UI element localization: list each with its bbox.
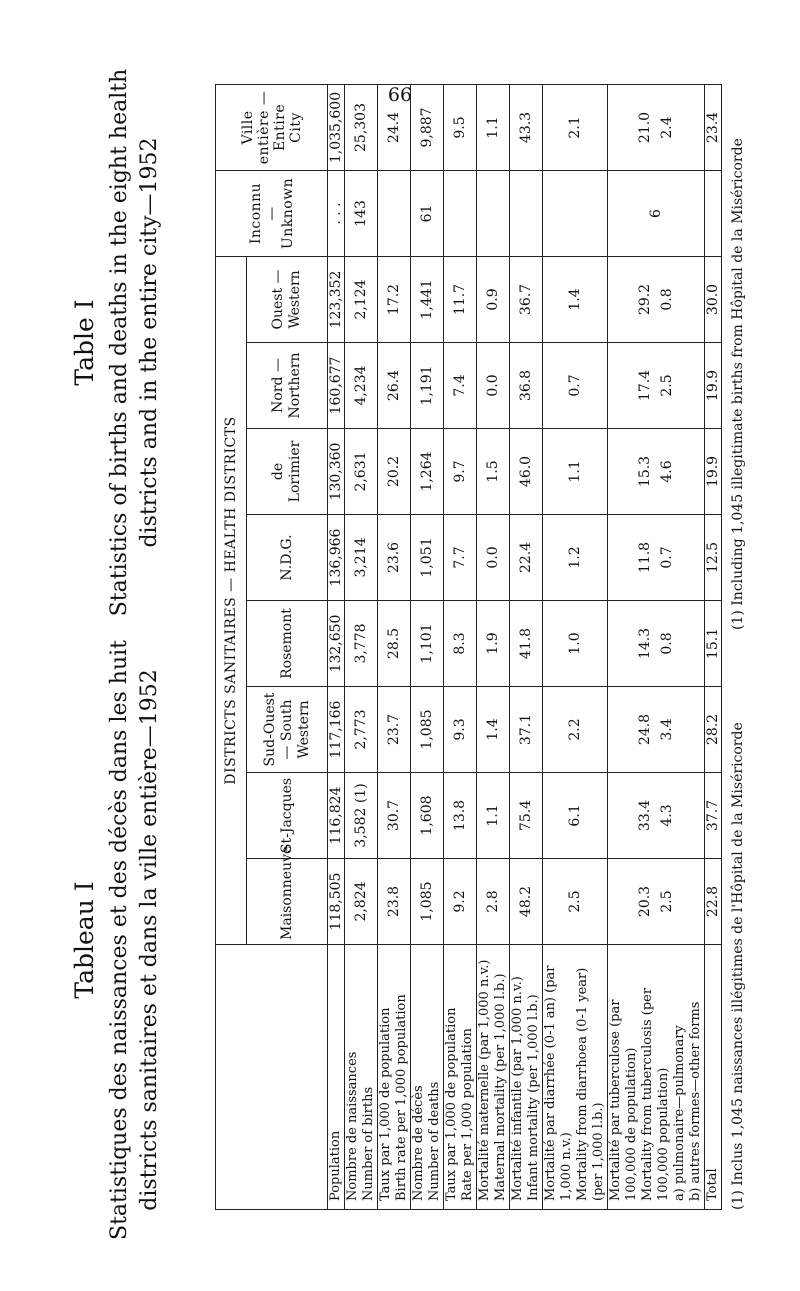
row-label-death-rate-en: Rate per 1,000 population — [460, 1028, 475, 1201]
table-cell: 2.2 — [543, 687, 608, 773]
table-cell: 1.0 — [543, 601, 608, 687]
table-cell: 24.4 — [378, 84, 411, 170]
value-b: 3.4 — [659, 718, 675, 741]
table-row — [543, 84, 608, 1209]
row-label-births — [345, 945, 378, 1210]
value-a: 14.3 — [637, 627, 653, 660]
table-cell: 19.9 — [705, 343, 722, 429]
rotated-table-page — [0, 55, 800, 1240]
table-cell: 7.4 — [444, 343, 477, 429]
table-cell: 1.4 — [543, 256, 608, 342]
table-cell: 9.3 — [444, 687, 477, 773]
table-cell: 123,352 — [328, 256, 345, 342]
table-cell: 17.2 — [378, 256, 411, 342]
footnote-french: (1) Inclus 1,045 naissances illégitimes de l'Hôpital de la Miséricorde — [730, 722, 746, 1210]
table-cell: 1,101 — [411, 601, 444, 687]
row-label-tuberculosis — [608, 945, 705, 1210]
table-cell: 11.7 — [444, 256, 477, 342]
table-cell: 43.3 — [510, 84, 543, 170]
table-cell: 13.8 — [444, 773, 477, 859]
row-label-deaths-en: Number of deaths — [427, 1081, 442, 1201]
row-label-maternal-en: Maternal mortality (per 1,000 l.b.) — [493, 973, 508, 1201]
group-header: DISTRICTS SANITAIRES — HEALTH DISTRICTS — [216, 256, 247, 944]
table-cell: 1,085 — [411, 687, 444, 773]
table-cell — [705, 170, 722, 256]
corner-cell — [216, 945, 328, 1210]
table-cell: 36.8 — [510, 343, 543, 429]
table-cell — [608, 343, 705, 429]
table-cell: 22.4 — [510, 515, 543, 601]
table-cell — [608, 429, 705, 515]
table-cell: 136,966 — [328, 515, 345, 601]
table-cell: 0.7 — [543, 343, 608, 429]
table-cell — [608, 601, 705, 687]
table-cell: 1.4 — [477, 687, 510, 773]
table-cell — [608, 859, 705, 945]
table-cell — [608, 773, 705, 859]
table-cell: 1,608 — [411, 773, 444, 859]
row-label-birth-rate — [378, 945, 411, 1210]
value-b: 0.7 — [659, 546, 675, 569]
row-label-diarrhoea-fr: Mortalité par diarrhée (0-1 an) (par 1,000 n.v.) — [543, 965, 574, 1201]
row-label-infant — [510, 945, 543, 1210]
value-b: 0.8 — [659, 288, 675, 311]
title-english-line1: Statistics of births and deaths in the eight health — [107, 68, 132, 617]
table-cell — [608, 170, 705, 256]
table-cell: 6.1 — [543, 773, 608, 859]
row-label-maternal-fr: Mortalité maternelle (par 1,000 n.v.) — [477, 959, 492, 1201]
col-header-nord: Nord — Northern — [247, 343, 328, 429]
table-cell: 1.5 — [477, 429, 510, 515]
table-cell: 116,824 — [328, 773, 345, 859]
table-cell: 160,677 — [328, 343, 345, 429]
table-cell: 2,773 — [345, 687, 378, 773]
col-header-rosemont: Rosemont — [247, 601, 328, 687]
table-cell: 9,887 — [411, 84, 444, 170]
row-label-births-en: Number of births — [361, 1086, 376, 1201]
table-cell — [444, 170, 477, 256]
title-english-line2: districts and in the entire city—1952 — [137, 137, 162, 548]
table-cell: 41.8 — [510, 601, 543, 687]
table-row — [444, 84, 477, 1209]
table-row — [608, 84, 705, 1209]
row-label-birth-rate-fr: Taux par 1,000 de population — [378, 1007, 393, 1201]
table-cell: 3,214 — [345, 515, 378, 601]
table-cell: 12.5 — [705, 515, 722, 601]
title-french-heading: Tableau I — [70, 881, 99, 999]
row-label-diarrhoea — [543, 945, 608, 1210]
table-cell: 1.1 — [543, 429, 608, 515]
table-cell: 130,360 — [328, 429, 345, 515]
table-cell: 2,631 — [345, 429, 378, 515]
table-cell: 1.1 — [477, 773, 510, 859]
table-cell — [510, 170, 543, 256]
col-header-ouest: Ouest — Western — [247, 256, 328, 342]
statistics-table — [215, 84, 722, 1210]
table-cell: 3,582 (1) — [345, 773, 378, 859]
value-a: 11.8 — [637, 541, 653, 574]
table-cell: 8.3 — [444, 601, 477, 687]
table-cell — [608, 687, 705, 773]
table-cell: 7.7 — [444, 515, 477, 601]
table-cell: 26.4 — [378, 343, 411, 429]
value-a: 6 — [648, 209, 664, 218]
table-cell: 2.1 — [543, 84, 608, 170]
group-header-row — [216, 84, 247, 1209]
col-header-de-lorimier: de Lorimier — [247, 429, 328, 515]
table-row — [378, 84, 411, 1209]
row-label-population: Population — [328, 945, 345, 1210]
table-cell: 9.7 — [444, 429, 477, 515]
table-cell: 1,035,600 — [328, 84, 345, 170]
table-row — [328, 84, 345, 1209]
table-cell: 48.2 — [510, 859, 543, 945]
table-cell: 23.4 — [705, 84, 722, 170]
statistics-table-wrap — [215, 85, 721, 1210]
table-cell — [378, 170, 411, 256]
table-cell: 37.7 — [705, 773, 722, 859]
title-french-line2: districts sanitaires et dans la ville entière—1952 — [137, 669, 162, 1211]
page-number: 66 — [387, 84, 413, 106]
table-row — [510, 84, 543, 1209]
col-header-sud-ouest: Sud-Ouest — South Western — [247, 687, 328, 773]
table-cell: 1.1 — [477, 84, 510, 170]
table-cell: 30.0 — [705, 256, 722, 342]
col-header-maisonneuve: Maisonneuve — [247, 859, 328, 945]
table-cell: 9.5 — [444, 84, 477, 170]
titles — [70, 55, 210, 1240]
table-cell: 1,264 — [411, 429, 444, 515]
value-a: 24.8 — [637, 713, 653, 746]
value-b: 2.5 — [659, 374, 675, 397]
row-label-tuberculosis-sub-a: a) pulmonaire—pulmonary — [672, 1025, 687, 1201]
table-cell: 1.2 — [543, 515, 608, 601]
row-label-births-fr: Nombre de naissances — [345, 1051, 360, 1201]
row-label-death-rate-fr: Taux par 1,000 de population — [444, 1007, 459, 1201]
table-cell: 30.7 — [378, 773, 411, 859]
table-cell: 25,303 — [345, 84, 378, 170]
table-cell: 1.9 — [477, 601, 510, 687]
table-cell — [608, 84, 705, 170]
footnotes — [730, 85, 770, 1210]
table-cell: 2,824 — [345, 859, 378, 945]
col-header-entire-city: Ville entière — Entire City — [216, 84, 328, 170]
table-cell: 2.8 — [477, 859, 510, 945]
value-a: 17.4 — [637, 369, 653, 402]
table-cell: 0.0 — [477, 515, 510, 601]
table-cell: 4,234 — [345, 343, 378, 429]
table-cell: 2.5 — [543, 859, 608, 945]
table-cell: 1,441 — [411, 256, 444, 342]
table-cell: 61 — [411, 170, 444, 256]
value-a: 33.4 — [637, 799, 653, 832]
table-cell: 1,085 — [411, 859, 444, 945]
table-cell: 22.8 — [705, 859, 722, 945]
value-a: 15.3 — [637, 455, 653, 488]
table-cell — [477, 170, 510, 256]
col-header-st-jacques: St-Jacques — [247, 773, 328, 859]
row-label-deaths-fr: Nombre de décès — [411, 1085, 426, 1201]
table-cell: 46.0 — [510, 429, 543, 515]
table-cell: 117,166 — [328, 687, 345, 773]
table-row — [411, 84, 444, 1209]
table-cell: 2,124 — [345, 256, 378, 342]
row-label-maternal — [477, 945, 510, 1210]
table-cell: 36.7 — [510, 256, 543, 342]
row-label-tuberculosis-sub-b: b) autres formes—other forms — [688, 1001, 703, 1201]
table-cell: 143 — [345, 170, 378, 256]
col-header-ndg: N.D.G. — [247, 515, 328, 601]
table-cell: 28.5 — [378, 601, 411, 687]
table-cell: 9.2 — [444, 859, 477, 945]
table-cell: 20.2 — [378, 429, 411, 515]
value-b: 4.3 — [659, 804, 675, 827]
table-cell: 0.0 — [477, 343, 510, 429]
table-row — [705, 84, 722, 1209]
table-cell: 1,051 — [411, 515, 444, 601]
table-cell — [608, 515, 705, 601]
table-cell: 75.4 — [510, 773, 543, 859]
table-row — [477, 84, 510, 1209]
row-label-tuberculosis-en: Mortality from tuberculosis (per 100,000 population) — [640, 987, 671, 1201]
row-label-birth-rate-en: Birth rate per 1,000 population — [394, 994, 409, 1201]
table-cell: 19.9 — [705, 429, 722, 515]
table-cell: 1,191 — [411, 343, 444, 429]
row-label-infant-fr: Mortalité infantile (par 1,000 n.v.) — [510, 976, 525, 1201]
row-label-diarrhoea-en: Mortality from diarrhoea (0-1 year) (per 1,000 l.b.) — [575, 967, 606, 1201]
title-english-heading: Table I — [70, 299, 99, 386]
table-cell: . . . — [328, 170, 345, 256]
title-french — [70, 640, 165, 1240]
table-cell: 3,778 — [345, 601, 378, 687]
table-cell: 37.1 — [510, 687, 543, 773]
value-b: 0.8 — [659, 632, 675, 655]
row-label-deaths — [411, 945, 444, 1210]
col-header-unknown: Inconnu — Unknown — [216, 170, 328, 256]
value-b: 2.5 — [659, 890, 675, 913]
table-cell: 0.9 — [477, 256, 510, 342]
table-cell: 28.2 — [705, 687, 722, 773]
table-cell: 15.1 — [705, 601, 722, 687]
table-cell: 23.7 — [378, 687, 411, 773]
table-cell: 23.8 — [378, 859, 411, 945]
value-b: 4.6 — [659, 460, 675, 483]
value-b: 2.4 — [659, 116, 675, 139]
table-cell: 132,650 — [328, 601, 345, 687]
table-cell — [543, 170, 608, 256]
row-label-infant-en: Infant mortality (per 1,000 l.b.) — [526, 994, 541, 1201]
row-label-total: Total — [705, 945, 722, 1210]
table-cell: 23.6 — [378, 515, 411, 601]
value-a: 21.0 — [637, 111, 653, 144]
title-french-line1: Statistiques des naissances et des décès dans les huit — [107, 640, 132, 1240]
footnote-english: (1) Including 1,045 illegitimate births from Hôpital de la Miséricorde — [730, 138, 746, 630]
value-a: 20.3 — [637, 885, 653, 918]
row-label-death-rate — [444, 945, 477, 1210]
value-a: 29.2 — [637, 283, 653, 316]
table-row — [345, 84, 378, 1209]
table-cell: 118,505 — [328, 859, 345, 945]
table-cell — [608, 256, 705, 342]
row-label-tuberculosis-fr: Mortalité par tuberculose (par 100,000 de population) — [608, 999, 639, 1201]
title-english — [70, 55, 165, 630]
